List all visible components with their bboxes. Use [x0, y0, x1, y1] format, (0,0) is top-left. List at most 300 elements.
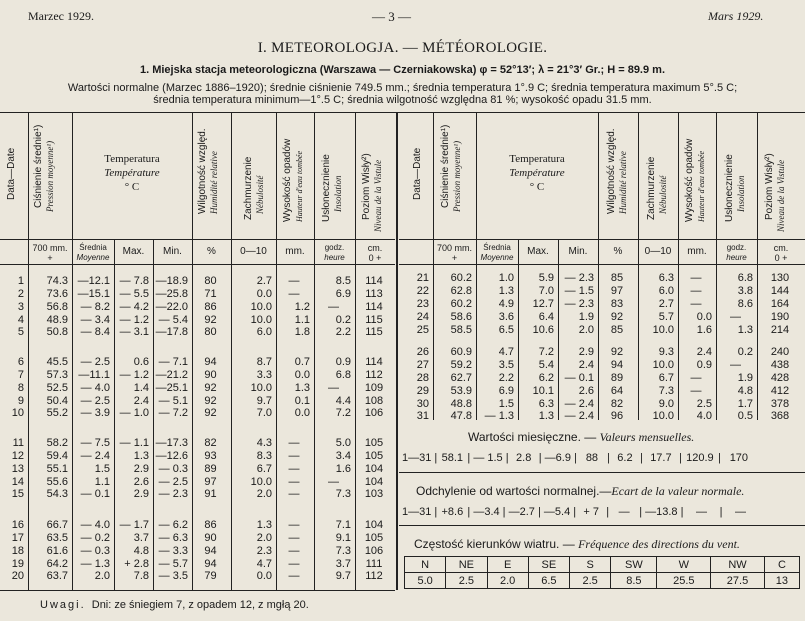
- wind-frequency: 8.5: [611, 573, 657, 589]
- left-cell-precipitation: —: [288, 532, 300, 544]
- right-cell-humidity: 94: [610, 359, 624, 371]
- unit-text: +: [47, 253, 53, 263]
- right-cell-insolation: 1.9: [737, 372, 753, 384]
- monthly-title: Wartości miesięczne. — Valeurs mensuelles.: [468, 430, 695, 444]
- right-cell-temp-max: 5.4: [538, 359, 554, 371]
- remarks: Uwagi. Dni: ze śniegiem 7, z opadem 12, z mgłą 20.: [40, 599, 309, 611]
- left-cell-temp-mean: —12.1: [77, 275, 110, 287]
- right-cell-cloudiness: 10.0: [652, 359, 674, 371]
- unit-text: 700 mm.: [436, 243, 472, 253]
- left-cell-cloudiness: 2.0: [256, 532, 272, 544]
- left-cell-insolation: 1.6: [335, 463, 351, 475]
- left-cell-temp-max: 3.7: [133, 532, 149, 544]
- left-cell-pressure: 66.7: [46, 519, 68, 531]
- left-cell-insolation: —: [328, 476, 339, 488]
- monthly-rule: [399, 472, 805, 473]
- separator: |: [534, 506, 544, 518]
- right-cell-temp-mean: 4.9: [498, 298, 514, 310]
- column-rule: [153, 239, 154, 590]
- monthly-value: — 1.5: [473, 452, 503, 464]
- wind-directions-row: [405, 557, 800, 573]
- left-cell-river-level: 104: [364, 463, 384, 475]
- left-cell-humidity: 92: [204, 395, 217, 407]
- right-cell-cloudiness: 7.3: [658, 385, 674, 397]
- right-cell-insolation: 4.8: [737, 385, 753, 397]
- wind-direction: SE: [528, 557, 569, 573]
- left-cell-temp-mean: — 3.4: [80, 314, 110, 326]
- left-cell-temp-mean: — 2.4: [80, 450, 110, 462]
- left-cell-insolation: 7.1: [335, 519, 351, 531]
- right-cell-temp-min: — 1.5: [564, 285, 594, 297]
- monthly-value: —6.9: [544, 452, 571, 464]
- unit-label: mm.: [687, 246, 707, 257]
- left-cell-insolation: 0.2: [335, 314, 351, 326]
- left-cell-temp-mean: — 0.1: [80, 488, 110, 500]
- left-cell-humidity: 80: [204, 275, 217, 287]
- right-cell-river-level: 428: [770, 372, 790, 384]
- right-cell-insolation: 8.6: [737, 298, 753, 310]
- left-cell-cloudiness: 6.0: [256, 326, 272, 338]
- left-cell-temp-min: — 7.2: [158, 407, 188, 419]
- right-cell-temp-max: 7.0: [538, 285, 554, 297]
- right-cell-pressure: 60.2: [450, 298, 472, 310]
- right-date-header: Data—Date: [412, 147, 423, 200]
- right-cell-day: 30: [416, 398, 429, 410]
- deviation-value: —: [735, 506, 747, 518]
- wind-direction: N: [405, 557, 446, 573]
- left-cell-humidity: 82: [204, 437, 217, 449]
- left-cell-precipitation: 1.8: [294, 326, 310, 338]
- left-cell-humidity: 94: [204, 545, 217, 557]
- right-cell-temp-mean: 6.9: [498, 385, 514, 397]
- left-cell-insolation: 7.3: [335, 488, 351, 500]
- right-cell-pressure: 62.7: [450, 372, 472, 384]
- left-cell-pressure: 63.7: [46, 570, 68, 582]
- right-cell-insolation: 6.8: [737, 272, 753, 284]
- left-cell-river-level: 104: [364, 519, 384, 531]
- left-cell-precipitation: 1.1: [294, 314, 310, 326]
- right-river-header: Poziom Wisły²): [764, 153, 775, 220]
- separator: |: [716, 506, 726, 518]
- left-cell-temp-min: —12.6: [155, 450, 188, 462]
- right-cell-temp-mean: 1.0: [498, 272, 514, 284]
- wind-direction: C: [764, 557, 799, 573]
- left-cell-river-level: 114: [365, 356, 383, 368]
- right-cell-humidity: 97: [610, 285, 624, 297]
- left-cell-temp-max: — 1.0: [119, 407, 149, 419]
- left-cell-temp-min: —21.2: [155, 369, 188, 381]
- left-cell-humidity: 92: [204, 382, 217, 394]
- wind-direction: NE: [446, 557, 487, 573]
- unit-label: Max.: [122, 246, 145, 257]
- left-cell-temp-mean: — 4.0: [80, 519, 110, 531]
- left-cell-precipitation: —: [288, 570, 300, 582]
- table-top-rule: [0, 112, 805, 113]
- wind-frequency: 6.5: [528, 573, 569, 589]
- left-cell-day: 20: [11, 570, 24, 582]
- right-cell-temp-max: 5.9: [538, 272, 554, 284]
- left-cell-temp-mean: 1.5: [94, 463, 110, 475]
- page-number: — 3 —: [372, 9, 411, 24]
- right-cell-day: 31: [416, 410, 429, 422]
- right-cell-insolation: —: [730, 359, 741, 371]
- deviation-range: 1—31: [402, 506, 432, 518]
- right-cell-day: 26: [416, 346, 429, 358]
- monthly-values: [402, 452, 754, 464]
- left-precip-header: Wysokość opadów: [282, 138, 293, 222]
- left-cell-temp-max: 2.9: [133, 463, 149, 475]
- right-cell-river-level: 144: [770, 285, 790, 297]
- left-cell-precipitation: 0.0: [294, 369, 310, 381]
- station-subtitle: 1. Miejska stacja meteorologiczna (Warszawa — Czerniakowska) φ = 52°13′; λ = 21°3′ Gr.; H = 89.9 m.: [139, 64, 665, 76]
- left-cell-temp-mean: —15.1: [77, 288, 110, 300]
- right-cell-pressure: 58.6: [450, 311, 472, 323]
- left-cell-humidity: 80: [204, 326, 217, 338]
- left-cell-pressure: 73.6: [46, 288, 68, 300]
- right-cell-pressure: 48.8: [450, 398, 472, 410]
- deviation-value: + 7: [583, 506, 599, 518]
- monthly-value: 88: [585, 452, 599, 464]
- left-cell-humidity: 93: [204, 450, 217, 462]
- left-cell-day: 12: [11, 450, 24, 462]
- monthly-value: 17.7: [650, 452, 672, 464]
- table-bottom-rule: [0, 590, 395, 591]
- right-sun-header: Usłonecznienie: [724, 154, 735, 222]
- unit-label: Min.: [568, 246, 588, 257]
- separator: |: [535, 452, 545, 464]
- wind-direction: S: [570, 557, 611, 573]
- unit-label: %: [613, 246, 623, 257]
- right-cell-temp-max: 6.2: [538, 372, 554, 384]
- right-cell-humidity: 85: [610, 272, 624, 284]
- left-cell-humidity: 94: [204, 356, 217, 368]
- right-cell-river-level: 378: [770, 398, 790, 410]
- left-cell-day: 9: [17, 395, 24, 407]
- right-cell-temp-max: 6.4: [538, 311, 554, 323]
- deviation-value: +8.6: [441, 506, 464, 518]
- right-cell-pressure: 47.8: [450, 410, 472, 422]
- right-cell-insolation: 0.2: [737, 346, 753, 358]
- left-cell-insolation: 8.5: [335, 275, 351, 287]
- unit-label: [28, 243, 72, 263]
- right-cell-precipitation: 2.4: [696, 346, 712, 358]
- left-cell-precipitation: 0.7: [294, 356, 310, 368]
- right-cell-temp-min: 2.4: [578, 359, 594, 371]
- right-cell-day: 28: [416, 372, 429, 384]
- left-cell-temp-max: — 3.1: [119, 326, 149, 338]
- right-cell-cloudiness: 2.7: [658, 298, 674, 310]
- right-header-rule: [399, 239, 805, 240]
- right-cell-temp-mean: 6.5: [498, 324, 514, 336]
- separator: |: [603, 452, 613, 464]
- separator: |: [464, 506, 474, 518]
- left-humidity-header: Wilgotność względ.: [197, 128, 208, 214]
- left-cell-temp-mean: — 7.5: [80, 437, 110, 449]
- separator: |: [431, 452, 441, 464]
- left-cell-temp-min: — 3.5: [158, 570, 188, 582]
- left-cell-cloudiness: 10.0: [250, 301, 272, 313]
- left-cell-day: 14: [11, 476, 24, 488]
- normals-line-2: średnia temperatura minimum—1°.5 C; średnia wilgotność względna 81 %; wysokość opadu 31.5 mm.: [153, 94, 652, 106]
- left-cell-day: 4: [17, 314, 24, 326]
- column-rule: [433, 112, 434, 420]
- separator: |: [636, 452, 646, 464]
- right-cell-precipitation: 2.5: [696, 398, 712, 410]
- wind-values-row: [405, 573, 800, 589]
- unit-text: cm.: [367, 243, 383, 253]
- left-cell-cloudiness: 10.0: [250, 476, 272, 488]
- right-cell-precipitation: 0.0: [696, 311, 712, 323]
- left-cell-river-level: 115: [365, 326, 383, 338]
- right-cell-precipitation: 1.6: [696, 324, 712, 336]
- right-cell-temp-mean: 2.2: [498, 372, 514, 384]
- right-cell-pressure: 60.9: [450, 346, 472, 358]
- right-cloud-header: Zachmurzenie: [646, 156, 657, 220]
- left-cell-temp-min: —25.8: [155, 288, 188, 300]
- left-cell-insolation: 5.0: [335, 437, 351, 449]
- separator: |: [464, 452, 474, 464]
- right-pressure-header-fr: Pression moyenne¹): [452, 140, 462, 212]
- left-cell-pressure: 54.3: [46, 488, 68, 500]
- left-cell-precipitation: 0.1: [294, 395, 310, 407]
- left-cell-river-level: 106: [364, 545, 384, 557]
- left-cell-temp-max: 2.9: [133, 488, 149, 500]
- left-cell-river-level: 112: [365, 570, 383, 582]
- unit-label: %: [207, 246, 216, 257]
- deviation-values: [402, 506, 756, 518]
- left-cell-pressure: 50.4: [46, 395, 68, 407]
- left-cell-temp-min: — 5.1: [158, 395, 188, 407]
- left-cell-temp-mean: — 2.5: [80, 395, 110, 407]
- unit-text: 700 mm.: [32, 243, 68, 253]
- left-cell-pressure: 55.6: [46, 476, 68, 488]
- left-cell-temp-max: + 2.8: [124, 558, 149, 570]
- monthly-value: 2.8: [516, 452, 532, 464]
- unit-text: godz.: [324, 243, 345, 252]
- right-cell-cloudiness: 9.3: [658, 346, 674, 358]
- right-cell-river-level: 164: [770, 298, 790, 310]
- left-cell-precipitation: 0.0: [294, 407, 310, 419]
- left-cell-cloudiness: 3.3: [256, 369, 272, 381]
- left-cell-temp-max: 1.3: [133, 450, 149, 462]
- unit-text: cm.: [773, 243, 789, 253]
- right-precip-header-fr: Hauteur d'eau tombée: [697, 150, 706, 222]
- left-cloud-header: Zachmurzenie: [243, 156, 254, 220]
- left-cell-cloudiness: 6.7: [256, 463, 272, 475]
- right-cell-day: 25: [416, 324, 429, 336]
- left-cell-cloudiness: 8.7: [256, 356, 272, 368]
- left-cell-temp-min: — 2.3: [158, 488, 188, 500]
- deviation-value: —3.4: [473, 506, 500, 518]
- column-rule: [231, 112, 232, 590]
- unit-label: [716, 243, 757, 263]
- left-cell-humidity: 92: [204, 407, 217, 419]
- column-rule: [757, 112, 758, 420]
- right-cell-day: 21: [416, 272, 429, 284]
- column-rule: [114, 239, 115, 590]
- left-cell-precipitation: —: [288, 488, 300, 500]
- right-cell-humidity: 92: [610, 346, 624, 358]
- left-cell-temp-max: — 4.2: [119, 301, 149, 313]
- unit-label: [757, 243, 805, 263]
- right-cell-humidity: 85: [610, 324, 624, 336]
- wind-frequency: 5.0: [405, 573, 446, 589]
- wind-direction: NW: [711, 557, 765, 573]
- left-cell-temp-mean: —11.1: [78, 369, 110, 381]
- right-cell-humidity: 83: [610, 298, 624, 310]
- left-humidity-header-fr: Humidité relative: [209, 151, 219, 214]
- left-cell-day: 8: [17, 382, 24, 394]
- left-units-rule: [0, 264, 395, 265]
- unit-text: Moyenne: [76, 253, 110, 262]
- left-cell-pressure: 64.2: [46, 558, 68, 570]
- left-cell-cloudiness: 0.0: [256, 288, 272, 300]
- left-cell-day: 2: [17, 288, 24, 300]
- right-cell-pressure: 62.8: [450, 285, 472, 297]
- left-cell-river-level: 109: [364, 382, 384, 394]
- left-cell-temp-max: — 1.2: [119, 369, 149, 381]
- right-cell-humidity: 92: [610, 311, 624, 323]
- left-header-rule: [0, 239, 395, 240]
- right-cell-temp-mean: 1.3: [498, 285, 514, 297]
- left-cell-temp-min: — 2.5: [158, 476, 188, 488]
- left-cell-day: 17: [11, 532, 24, 544]
- right-temp-header: Temperatura Température ° C: [509, 153, 565, 193]
- right-cell-day: 22: [416, 285, 429, 297]
- left-cell-temp-min: — 5.4: [158, 314, 188, 326]
- right-cell-cloudiness: 6.3: [658, 272, 674, 284]
- left-cell-pressure: 63.5: [46, 532, 68, 544]
- section-title: I. METEOROLOGJA. — MÉTÉOROLOGIE.: [257, 40, 548, 56]
- left-sun-header: Usłonecznienie: [321, 154, 332, 222]
- unit-label: Max.: [527, 246, 549, 257]
- left-cell-temp-mean: — 0.3: [80, 545, 110, 557]
- left-cell-cloudiness: 10.0: [250, 382, 272, 394]
- left-cell-river-level: 106: [364, 407, 384, 419]
- left-cell-precipitation: —: [288, 558, 300, 570]
- left-cell-day: 16: [11, 519, 24, 531]
- right-cell-temp-max: 1.3: [538, 410, 554, 422]
- right-cell-cloudiness: 5.7: [658, 311, 674, 323]
- left-cell-cloudiness: 2.7: [256, 275, 272, 287]
- left-cell-temp-min: — 6.2: [158, 519, 188, 531]
- right-cell-temp-min: 2.9: [578, 346, 594, 358]
- unit-text: Średnia: [483, 243, 511, 252]
- left-cell-temp-min: —17.8: [155, 326, 188, 338]
- left-cell-day: 19: [11, 558, 24, 570]
- right-cell-humidity: 64: [610, 385, 624, 397]
- deviation-rule: [399, 525, 805, 526]
- left-cell-day: 1: [17, 275, 24, 287]
- left-pressure-header-fr: Pression moyenne¹): [45, 140, 55, 212]
- right-cell-river-level: 240: [770, 346, 790, 358]
- left-cell-temp-max: 1.4: [133, 382, 149, 394]
- right-cell-temp-min: — 2.4: [564, 398, 594, 410]
- column-rule: [716, 112, 717, 420]
- left-cell-insolation: 6.9: [335, 288, 351, 300]
- left-cell-temp-min: —18.9: [155, 275, 188, 287]
- left-cell-temp-mean: 2.0: [94, 570, 110, 582]
- left-cell-pressure: 45.5: [46, 356, 68, 368]
- wind-title: Częstość kierunków wiatru. — Fréquence des directions du vent.: [414, 537, 740, 551]
- left-cell-cloudiness: 4.3: [256, 437, 272, 449]
- column-rule: [192, 112, 193, 590]
- left-cell-humidity: 92: [204, 314, 217, 326]
- left-cell-precipitation: —: [288, 288, 300, 300]
- right-cell-temp-mean: 3.5: [498, 359, 514, 371]
- right-river-header-fr: Niveau de la Vistule: [776, 159, 786, 232]
- deviation-title: Odchylenie od wartości normalnej.—Ecart de la valeur normale.: [416, 484, 745, 498]
- left-cell-temp-min: — 7.1: [158, 356, 188, 368]
- right-cell-temp-min: — 2.4: [564, 410, 594, 422]
- center-double-rule: [396, 112, 398, 590]
- separator: |: [677, 506, 687, 518]
- left-cell-pressure: 52.5: [46, 382, 68, 394]
- left-cell-humidity: 97: [204, 476, 217, 488]
- right-pressure-header: Ciśnienie średnie¹): [440, 124, 451, 208]
- monthly-value: 58.1: [441, 452, 464, 464]
- right-cell-precipitation: —: [690, 385, 702, 397]
- unit-label: [314, 243, 355, 263]
- right-cloud-header-fr: Nébulosité: [658, 175, 668, 214]
- left-cell-temp-max: — 5.5: [119, 288, 149, 300]
- left-cell-humidity: 79: [204, 570, 217, 582]
- left-date-header: Data—Date: [6, 147, 17, 200]
- left-cell-river-level: 105: [364, 532, 384, 544]
- right-cell-temp-min: 1.9: [578, 311, 594, 323]
- separator: |: [502, 452, 512, 464]
- right-cell-river-level: 214: [770, 324, 790, 336]
- unit-label: Min.: [163, 246, 182, 257]
- deviation-value: —: [618, 506, 630, 518]
- right-cell-temp-mean: — 1.3: [484, 410, 514, 422]
- left-cell-precipitation: —: [288, 450, 300, 462]
- left-precip-header-fr: Hauteur d'eau tombée: [295, 150, 304, 222]
- column-rule: [598, 112, 599, 420]
- deviation-value: —: [696, 506, 708, 518]
- left-cell-cloudiness: 1.3: [256, 519, 272, 531]
- right-cell-river-level: 368: [770, 410, 790, 422]
- left-cell-pressure: 55.1: [46, 463, 68, 475]
- right-cell-insolation: 3.8: [737, 285, 753, 297]
- right-cell-temp-min: 2.6: [578, 385, 594, 397]
- column-rule: [276, 112, 277, 590]
- column-rule: [314, 112, 315, 590]
- left-pressure-header: Ciśnienie średnie¹): [33, 124, 44, 208]
- right-cell-river-level: 412: [770, 385, 790, 397]
- left-cell-humidity: 90: [204, 369, 217, 381]
- deviation-value: —13.8: [645, 506, 678, 518]
- unit-text: +: [451, 253, 458, 263]
- right-cell-temp-max: 6.3: [538, 398, 554, 410]
- left-cell-temp-mean: — 8.2: [80, 301, 110, 313]
- left-cell-cloudiness: 10.0: [250, 314, 272, 326]
- right-cell-humidity: 82: [610, 398, 624, 410]
- left-cell-temp-mean: — 4.0: [80, 382, 110, 394]
- left-cell-temp-min: — 6.3: [158, 532, 188, 544]
- header-left: Marzec 1929.: [28, 9, 94, 23]
- left-sun-header-fr: Insolation: [333, 175, 343, 212]
- left-cell-temp-min: —22.0: [155, 301, 188, 313]
- right-cell-insolation: 1.7: [737, 398, 753, 410]
- left-cell-pressure: 56.8: [46, 301, 68, 313]
- left-cell-insolation: 0.9: [335, 356, 351, 368]
- separator: |: [636, 506, 646, 518]
- left-cell-temp-min: — 3.3: [158, 545, 188, 557]
- unit-text: godz.: [726, 243, 747, 252]
- right-cell-insolation: —: [730, 311, 741, 323]
- left-cell-cloudiness: 7.0: [256, 407, 272, 419]
